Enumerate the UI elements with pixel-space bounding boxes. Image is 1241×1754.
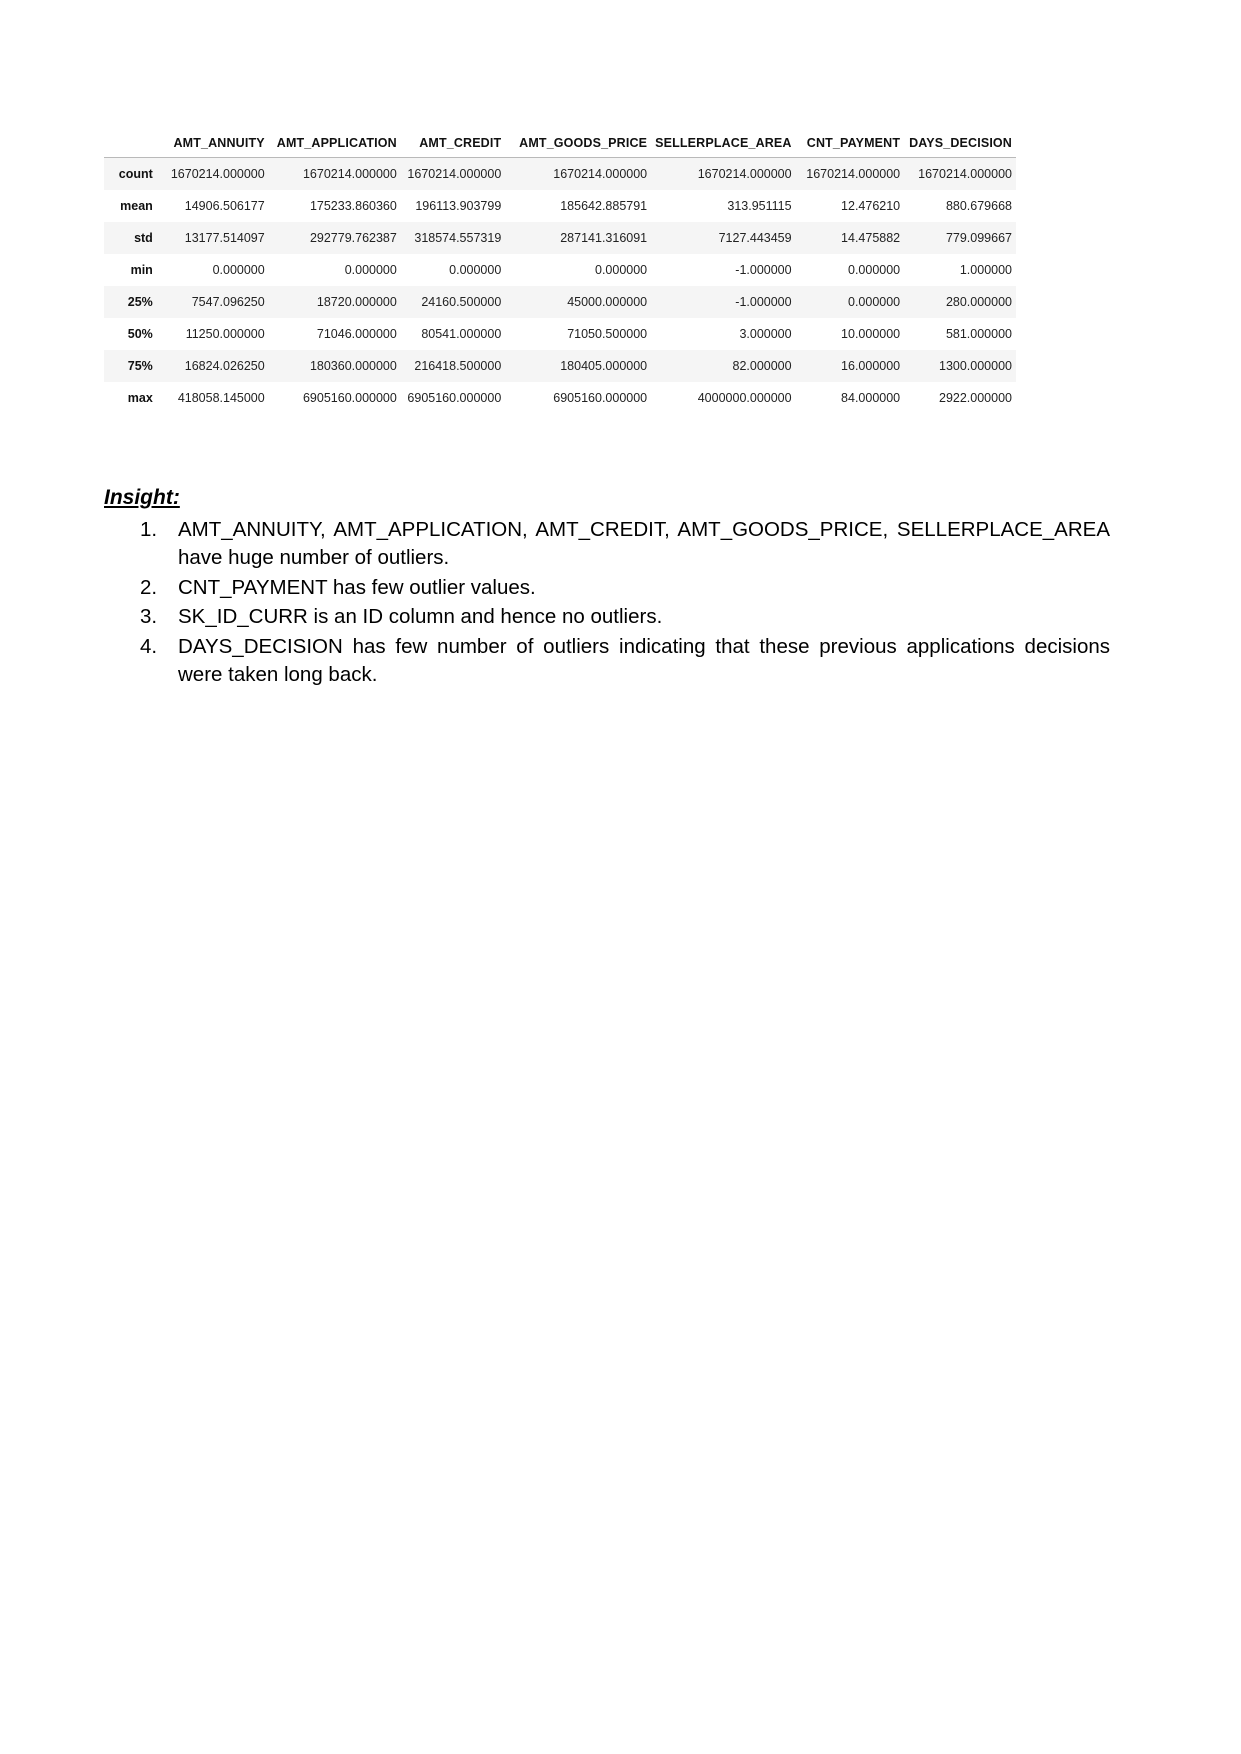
column-header-amt-annuity: AMT_ANNUITY [162,136,269,158]
column-header-cnt-payment: CNT_PAYMENT [796,136,905,158]
cell-std-amt-credit: 318574.557319 [401,222,505,254]
cell-75pct-amt-application: 180360.000000 [269,350,401,382]
row-header-count: count [104,158,162,190]
dataframe-table-container [104,136,1016,414]
cell-min-amt-application: 0.000000 [344,262,397,277]
cell-mean-days-decision: 880.679668 [945,198,1012,213]
table-row [104,350,1016,382]
cell-25pct-amt-goods-price: 45000.000000 [505,286,651,318]
cell-75pct-days-decision: 1300.000000 [904,350,1016,382]
cell-count-amt-annuity: 1670214.000000 [162,158,269,190]
insight-section [104,485,1110,690]
row-header-std: std [104,222,162,254]
cell-max-cnt-payment: 84.000000 [841,390,901,405]
cell-50pct-sellerplace-area: 3.000000 [739,326,792,341]
cell-mean-amt-application: 175233.860360 [309,198,397,213]
cell-75pct-sellerplace-area: 82.000000 [651,350,795,382]
column-header-sellerplace-area: SELLERPLACE_AREA [651,136,795,158]
row-header-mean: mean [120,198,153,213]
table-row [104,158,1016,190]
cell-count-sellerplace-area: 1670214.000000 [651,158,795,190]
cell-std-sellerplace-area: 7127.443459 [651,222,795,254]
cell-50pct-amt-application: 71046.000000 [316,326,397,341]
cell-mean-cnt-payment: 12.476210 [841,198,901,213]
cell-count-amt-application: 1670214.000000 [269,158,401,190]
cell-count-amt-goods-price: 1670214.000000 [505,158,651,190]
cell-25pct-amt-application: 18720.000000 [269,286,401,318]
cell-25pct-days-decision: 280.000000 [904,286,1016,318]
cell-50pct-amt-annuity: 11250.000000 [185,326,265,341]
cell-std-amt-goods-price: 287141.316091 [505,222,651,254]
cell-50pct-amt-goods-price: 71050.500000 [567,326,648,341]
column-header-amt-credit: AMT_CREDIT [401,136,505,158]
cell-mean-amt-credit: 196113.903799 [415,198,502,213]
cell-25pct-amt-annuity: 7547.096250 [162,286,269,318]
list-item: AMT_ANNUITY, AMT_APPLICATION, AMT_CREDIT, AMT_GOODS_PRICE, SELLERPLACE_AREA have huge number of outliers. [178,518,1110,569]
cell-std-amt-application: 292779.762387 [269,222,401,254]
cell-max-sellerplace-area: 4000000.000000 [697,390,792,405]
cell-25pct-sellerplace-area: -1.000000 [651,286,795,318]
column-header-days-decision: DAYS_DECISION [904,136,1016,158]
table-row [104,222,1016,254]
table-corner-cell [104,136,162,158]
cell-75pct-cnt-payment: 16.000000 [796,350,905,382]
cell-mean-amt-annuity: 14906.506177 [184,198,265,213]
list-item: SK_ID_CURR is an ID column and hence no outliers. [178,605,663,629]
cell-mean-sellerplace-area: 313.951115 [727,198,792,213]
cell-std-days-decision: 779.099667 [904,222,1016,254]
cell-75pct-amt-annuity: 16824.026250 [162,350,269,382]
cell-75pct-amt-credit: 216418.500000 [401,350,505,382]
row-header-max: max [127,390,153,405]
insight-list [104,516,1110,688]
column-header-amt-application: AMT_APPLICATION [269,136,401,158]
cell-min-amt-annuity: 0.000000 [212,262,265,277]
table-row [104,318,1016,350]
cell-min-amt-credit: 0.000000 [449,262,502,277]
cell-mean-amt-goods-price: 185642.885791 [560,198,648,213]
list-item: CNT_PAYMENT has few outlier values. [178,575,536,599]
row-header-50pct: 50% [127,326,153,341]
cell-max-amt-annuity: 418058.145000 [177,390,265,405]
cell-count-cnt-payment: 1670214.000000 [796,158,905,190]
cell-max-days-decision: 2922.000000 [939,390,1012,405]
cell-std-amt-annuity: 13177.514097 [162,222,269,254]
list-item: DAYS_DECISION has few number of outliers indicating that these previous applications decisions were taken long back. [178,634,1110,686]
table-body [104,158,1016,414]
insight-heading: Insight: [104,486,180,509]
cell-25pct-cnt-payment: 0.000000 [796,286,905,318]
row-header-25pct: 25% [104,286,162,318]
cell-count-amt-credit: 1670214.000000 [401,158,505,190]
cell-50pct-amt-credit: 80541.000000 [421,326,502,341]
cell-max-amt-goods-price: 6905160.000000 [553,390,648,405]
cell-min-days-decision: 1.000000 [959,262,1012,277]
table-row [104,286,1016,318]
cell-min-amt-goods-price: 0.000000 [595,262,648,277]
table-row [104,190,1016,222]
table-header [104,136,1016,158]
table-row [104,382,1016,414]
row-header-75pct: 75% [104,350,162,382]
cell-75pct-amt-goods-price: 180405.000000 [505,350,651,382]
table-header-row [104,136,1016,158]
cell-25pct-amt-credit: 24160.500000 [401,286,505,318]
cell-50pct-days-decision: 581.000000 [945,326,1012,341]
table-row [104,254,1016,286]
cell-max-amt-credit: 6905160.000000 [407,390,502,405]
row-header-min: min [130,262,153,277]
cell-50pct-cnt-payment: 10.000000 [841,326,901,341]
cell-min-cnt-payment: 0.000000 [848,262,901,277]
describe-statistics-table [104,136,1016,414]
cell-max-amt-application: 6905160.000000 [302,390,397,405]
cell-std-cnt-payment: 14.475882 [796,222,905,254]
cell-count-days-decision: 1670214.000000 [904,158,1016,190]
cell-min-sellerplace-area: -1.000000 [735,262,792,277]
column-header-amt-goods-price: AMT_GOODS_PRICE [505,136,651,158]
